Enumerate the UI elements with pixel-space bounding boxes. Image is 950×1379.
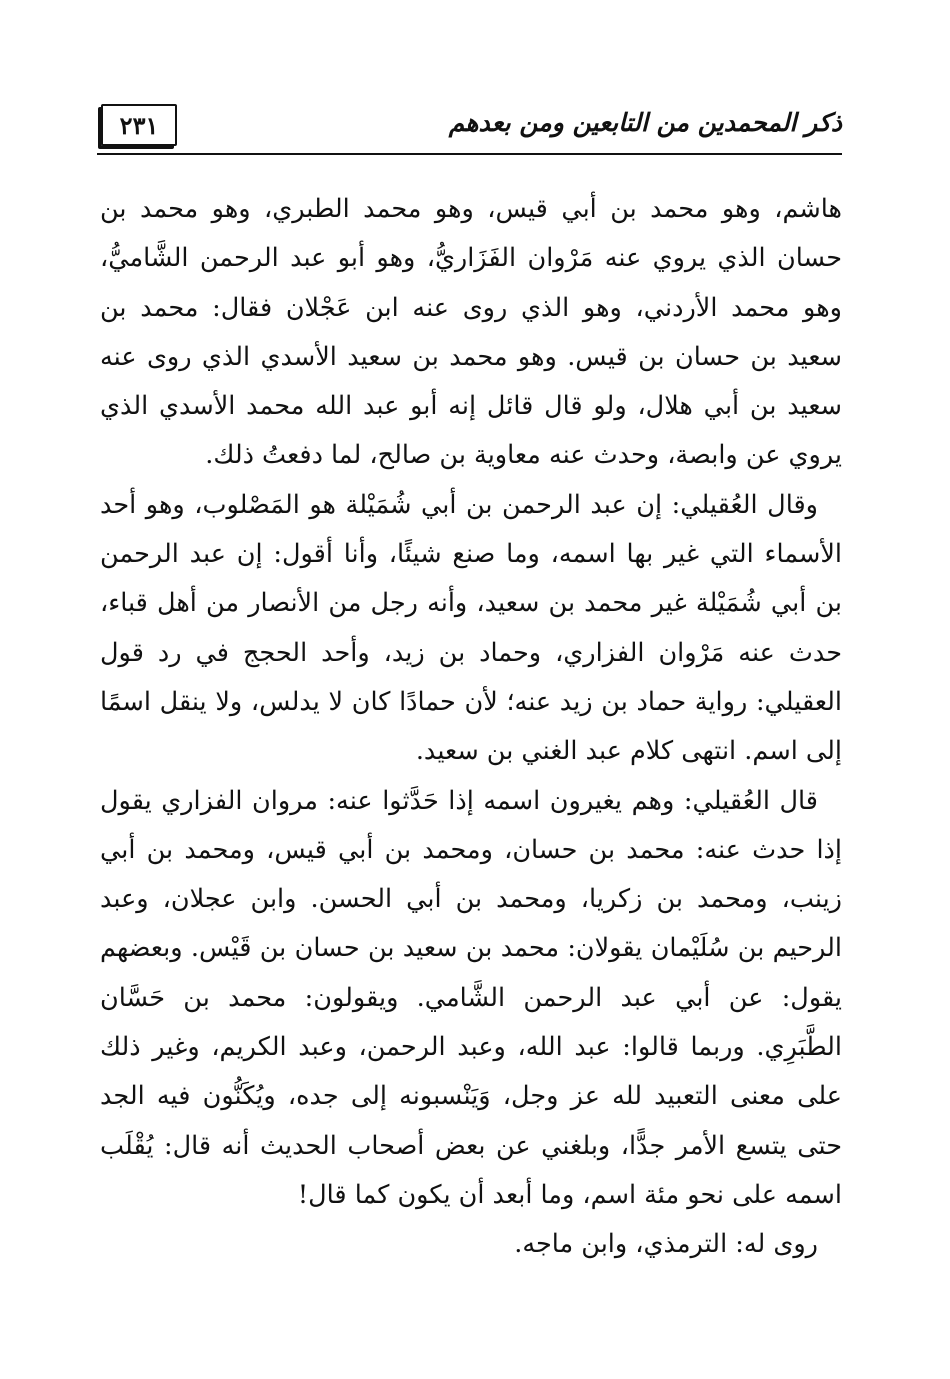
- paragraph: روى له: الترمذي، وابن ماجه.: [514, 1229, 818, 1260]
- paragraph: قال العُقيلي: وهم يغيرون اسمه إذا حَدَّثوا عنه: مروان الفزاري يقول إذا حدث عنه: محمد بن حسان، ومحمد بن أبي قيس، ومحمد بن أبي زينب، ومحمد بن زكريا، ومحمد بن أبي الحسن. وابن عجلان، وعبد الرحيم بن سُلَيْمان يقولان: محمد بن سعيد بن حسان بن قَيْس. وبعضهم يقول: عن أبي عبد الرحمن الشَّامي. ويقولون: محمد بن حَسَّان الطَّبَرِي. وربما قالوا: عبد الله، وعبد الرحمن، وعبد الكريم، وغير ذلك على معنى التعبيد لله عز وجل، وَيَنْسبونه إلى جده، ويُكَنُّون فيه الجد حتى يتسع الأمر جدًّا، وبلغني عن بعض أصحاب الحديث أنه قال: يُقْلَب اسمه على نحو مئة اسم، وما أبعد أن يكون كما قال!: [100, 785, 842, 1210]
- page-number-text: ٢٣١: [119, 110, 159, 140]
- running-title: ذكر المحمدين من التابعين ومن بعدهم: [448, 108, 842, 137]
- page-header: [97, 98, 842, 154]
- body-text: [100, 185, 842, 1270]
- page-number: [101, 104, 177, 146]
- paragraph: وقال العُقيلي: إن عبد الرحمن بن أبي شُمَيْلة هو المَصْلوب، وهو أحد الأسماء التي غير بها اسمه، وما صنع شيئًا، وأنا أقول: إن عبد الرحمن بن أبي شُمَيْلة غير محمد بن سعيد، وأنه رجل من الأنصار من أهل قباء، حدث عنه مَرْوان الفزاري، وحماد بن زيد، وأحد الحجج في رد قول العقيلي: رواية حماد بن زيد عنه؛ لأن حمادًا كان لا يدلس، ولا ينقل اسمًا إلى اسم. انتهى كلام عبد الغني بن سعيد.: [100, 489, 842, 767]
- header-divider: [97, 153, 842, 155]
- paragraph: هاشم، وهو محمد بن أبي قيس، وهو محمد الطبري، وهو محمد بن حسان الذي يروي عنه مَرْوان الفَزَاريُّ، وهو أبو عبد الرحمن الشَّاميُّ، وهو محمد الأردني، وهو الذي روى عنه ابن عَجْلان فقال: محمد بن سعيد بن حسان بن قيس. وهو محمد بن سعيد الأسدي الذي روى عنه سعيد بن أبي هلال، ولو قال قائل إنه أبو عبد الله محمد الأسدي الذي يروي عن وابصة، وحدث عنه معاوية بن صالح، لما دفعتُ ذلك.: [100, 194, 842, 471]
